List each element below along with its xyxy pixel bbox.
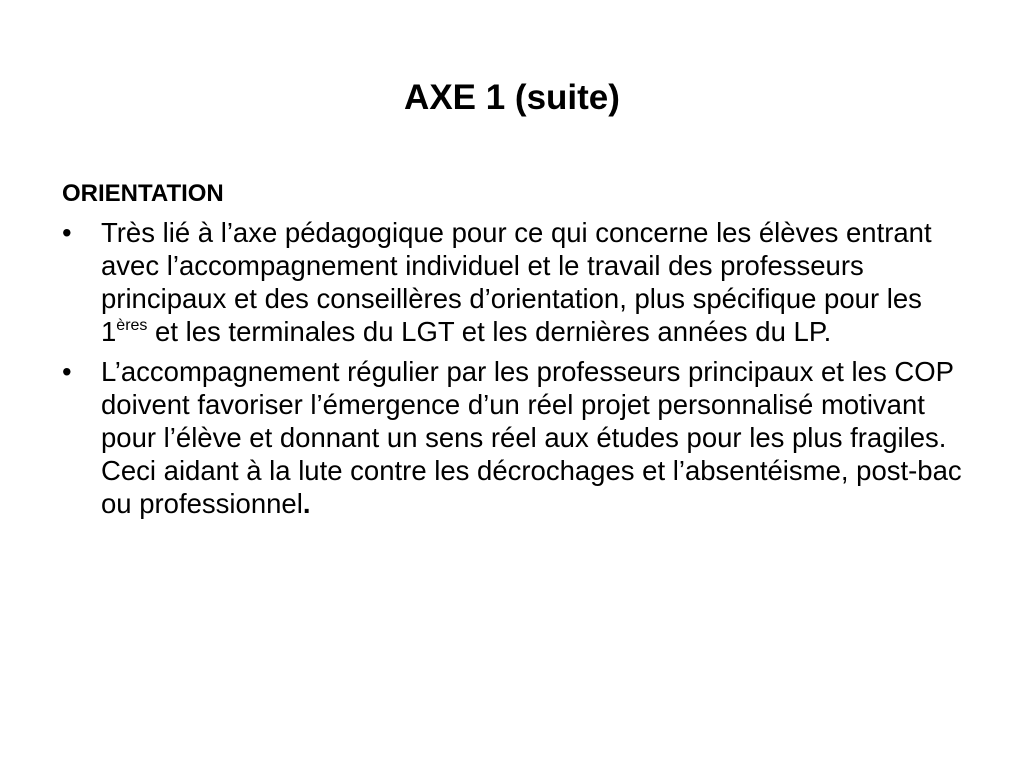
bullet-item-2: [62, 355, 967, 520]
bullet-icon: •: [62, 217, 72, 248]
slide-title: AXE 1 (suite): [404, 78, 620, 117]
bullet-text-1-superscript: ères: [116, 317, 148, 334]
bullet-text-2: L’accompagnement régulier par les professeurs principaux et les COP doivent favoriser l’émergence d’un réel projet personnalisé motivant pour l’élève et donnant un sens réel aux études pour les plus fragiles. Ceci aidant à la lute contre les décrochages et l’absentéisme, post-bac ou professionnel: [101, 356, 962, 519]
bullet-item-1: [62, 216, 967, 348]
bullet-text-1-part-2: et les terminales du LGT et les dernières années du LP.: [147, 316, 832, 347]
bullet-text-1-part-1: Très lié à l’axe pédagogique pour ce qui concerne les élèves entrant avec l’accompagnement individuel et le travail des professeurs principaux et des conseillères d’orientation, plus spécifique pour les 1: [101, 217, 932, 347]
bullet-list: [62, 216, 967, 527]
bullet-text-2-final-period: .: [302, 488, 311, 519]
section-heading: ORIENTATION: [62, 180, 224, 207]
bullet-icon: •: [62, 356, 72, 387]
